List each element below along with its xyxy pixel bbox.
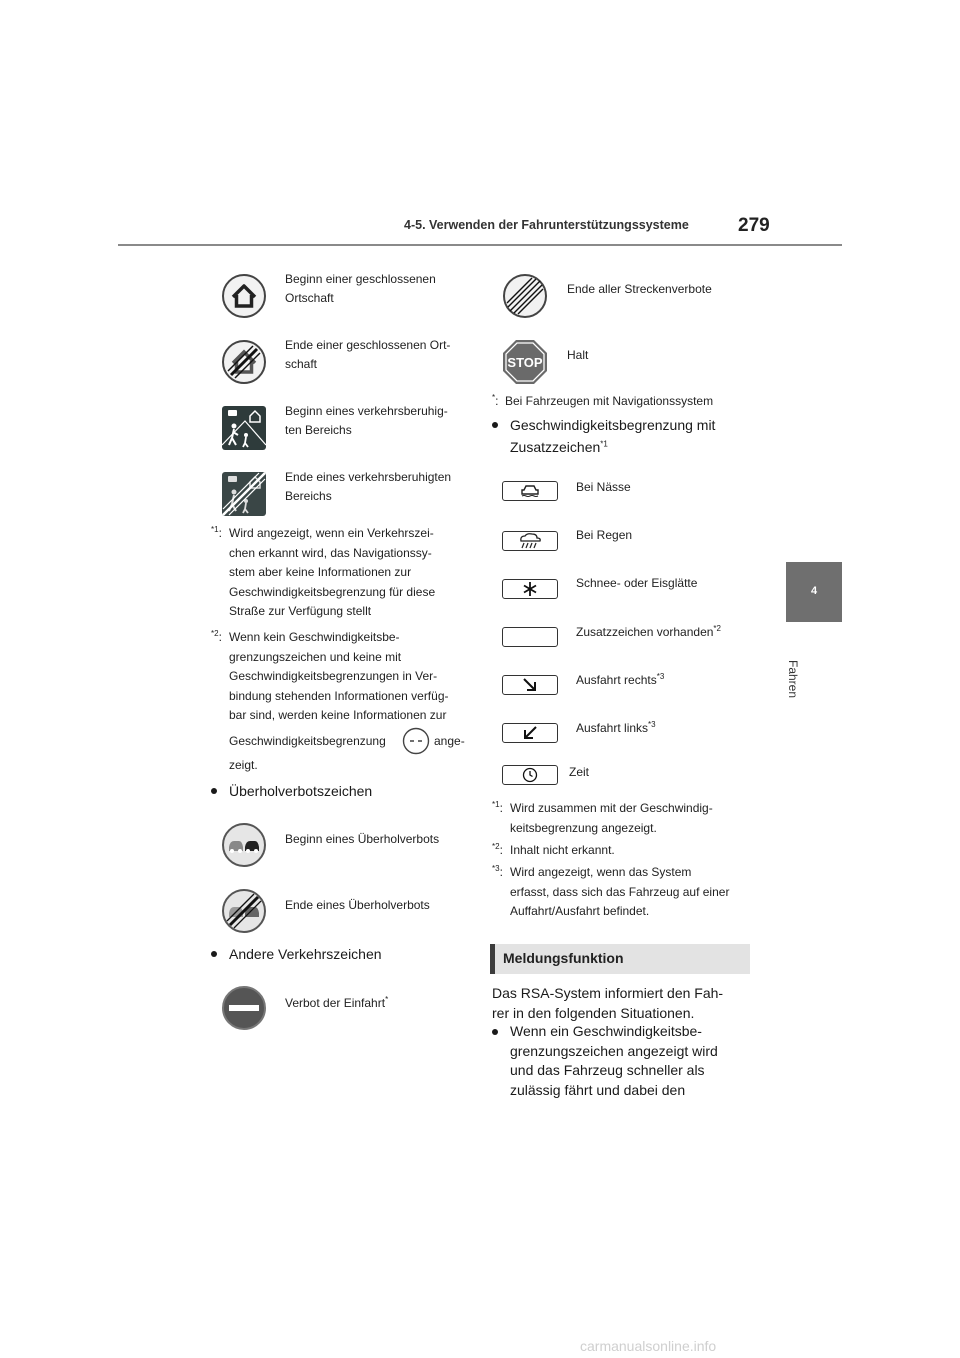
plate-sup: *3 [656, 672, 665, 681]
overtaking-desc-0: Beginn eines Überholverbots [285, 832, 440, 846]
chapter-label-wrap [786, 660, 804, 720]
footnote-text [229, 524, 435, 622]
no-entry-sign-icon [221, 985, 267, 1031]
bullet-text [510, 414, 715, 458]
footnote-text [510, 863, 729, 922]
body-paragraph [492, 983, 762, 1023]
footnote-line: Geschwindigkeitsbegrenzungen in Ver- [229, 669, 438, 683]
footnote-line: zeigt. [229, 757, 258, 772]
rain-cloud-icon [515, 533, 545, 549]
plate-desc-4 [576, 671, 664, 690]
exit-left-arrow-icon [522, 726, 538, 740]
footnote-text-part: ange- [434, 733, 465, 748]
footnote-line: stem aber keine Informationen zur [229, 565, 412, 579]
wet-road-car-icon [519, 483, 541, 499]
bullet-text: Andere Verkehrszeichen [229, 946, 382, 962]
bullet-line: zulässig fährt und dabei den [510, 1081, 686, 1098]
sign-desc-1 [285, 336, 450, 374]
bullet-overtaking [211, 780, 471, 802]
footnote-line: bindung stehenden Informationen verfüg- [229, 688, 449, 703]
bullet-line: Wenn ein Geschwindigkeitsbe- [510, 1023, 702, 1039]
desc-line: Ende einer geschlossenen Ort- [285, 338, 451, 352]
footnote-line: erfasst, dass sich das Fahrzeug auf einer [510, 884, 730, 899]
traffic-calmed-end-sign-icon [221, 471, 267, 517]
sign-desc-2 [285, 402, 448, 440]
plate-label: Zusatzzeichen vorhanden [576, 625, 714, 639]
rain-plate-icon [502, 531, 558, 551]
bullet-line: grenzungszeichen angezeigt wird [510, 1042, 718, 1059]
desc-line: Beginn eines verkehrsberuhig- [285, 404, 448, 418]
speed-limit-unknown-icon [402, 727, 430, 755]
exit-right-arrow-icon [522, 678, 538, 692]
footnote-line-with-icon [229, 726, 465, 756]
footnote-marker-sup: *1 [492, 800, 500, 809]
bullet-speed-limit [492, 414, 762, 458]
plate-desc-6 [569, 763, 589, 782]
plate-desc-0 [576, 478, 631, 497]
footnote-line: Wird angezeigt, wenn das System [510, 865, 692, 879]
overtaking-desc-1: Ende eines Überholverbots [285, 898, 430, 912]
desc-line: Bereichs [285, 489, 332, 503]
desc-line: ten Bereichs [285, 423, 352, 437]
blank-plate-icon [502, 627, 558, 647]
stop-sign-icon [502, 339, 548, 385]
footnote-line: Wird angezeigt, wenn ein Verkehrszei- [229, 526, 434, 540]
paragraph-line: Das RSA-System informiert den Fah- [492, 985, 724, 1001]
footnote-line: keitsbegrenzung angezeigt. [510, 820, 657, 835]
footnote-marker: $^{*3}$: [492, 864, 503, 879]
bullet-sup: *1 [600, 439, 608, 449]
plate-sup: *3 [648, 720, 656, 729]
plate-label: Ausfahrt rechts [576, 673, 657, 687]
other-sign-sup: * [385, 995, 389, 1004]
footnote-text-part: Geschwindigkeitsbegrenzung [229, 733, 386, 748]
clock-icon [522, 767, 538, 783]
paragraph-line: rer in den folgenden Situationen. [492, 1005, 695, 1021]
bullet-dot [492, 1029, 498, 1035]
clock-plate-icon [502, 765, 558, 785]
footnote-marker: $^{*1}$: [211, 525, 222, 540]
footnote-marker: $^{*1}$: [492, 800, 503, 815]
section-heading-bar [490, 944, 750, 974]
snowflake-icon [522, 581, 538, 597]
footnote-line: grenzungszeichen und keine mit [229, 649, 402, 664]
footnote-marker: $^{*2}$: [211, 629, 222, 644]
bullet-dot [492, 422, 498, 428]
footnote-text [510, 799, 713, 838]
plate-label: Zeit [569, 765, 590, 779]
footnote-line: Straße zur Verfügung stellt [229, 604, 372, 618]
desc-line: Ortschaft [285, 291, 334, 305]
footnote-line: bar sind, werden keine Informationen zur [229, 708, 447, 722]
section-heading: Meldungsfunktion [503, 950, 624, 966]
chapter-number: 4 [810, 585, 818, 597]
plate-desc-5 [576, 719, 656, 738]
bullet-line: Geschwindigkeitsbegrenzung mit [510, 417, 716, 433]
town-begin-sign-icon [221, 273, 267, 319]
desc-line: Beginn einer geschlossenen [285, 272, 436, 286]
plate-sup: *2 [713, 624, 721, 633]
plate-desc-1 [576, 526, 632, 545]
desc-line: Ende eines verkehrsberuhigten [285, 470, 452, 484]
snowflake-plate-icon [502, 579, 558, 599]
footnote-line: Auffahrt/Ausfahrt befindet. [510, 904, 650, 918]
footnote-marker: *: [492, 393, 499, 408]
plate-label: Bei Nässe [576, 480, 631, 494]
footnote-marker-sup: *1 [211, 525, 219, 534]
footnote-line: Geschwindigkeitsbegrenzung für diese [229, 584, 436, 599]
footnote-marker: $^{*2}$: [492, 842, 503, 857]
footnote-line: Wenn kein Geschwindigkeitsbe- [229, 630, 400, 644]
footnote-marker-sup: *3 [492, 864, 500, 873]
no-overtaking-end-sign-icon [221, 888, 267, 934]
no-overtaking-begin-sign-icon [221, 822, 267, 868]
plate-label: Ausfahrt links [576, 721, 649, 735]
footnote-marker-sup: *2 [492, 842, 500, 851]
other-sign-desc-0 [285, 994, 388, 1013]
watermark: carmanualsonline.info [580, 1338, 717, 1354]
stop-sign-text: STOP [507, 355, 543, 370]
footnote-text [510, 841, 615, 861]
bullet-line [510, 436, 715, 458]
plate-desc-2 [576, 574, 697, 593]
bullet-line: und das Fahrzeug schneller als [510, 1062, 705, 1078]
right-sign-desc-0: Ende aller Streckenverbote [567, 282, 712, 296]
chapter-label: Fahren [786, 660, 800, 699]
bullet-speeding [492, 1022, 762, 1110]
bullet-text [510, 1022, 718, 1100]
footnote-marker-sup: *2 [211, 629, 219, 638]
traffic-calmed-begin-sign-icon [221, 405, 267, 451]
exit-left-plate-icon [502, 723, 558, 743]
end-all-restrictions-sign-icon [502, 273, 548, 319]
footnote-text: Bei Fahrzeugen mit Navigationssystem [505, 394, 714, 408]
wet-road-plate-icon [502, 481, 558, 501]
bullet-dot [211, 951, 217, 957]
plate-label: Bei Regen [576, 528, 633, 542]
footnote-marker-sup: * [492, 393, 496, 402]
bullet-line-text: Zusatzzeichen [510, 439, 601, 455]
footnote-line: chen erkannt wird, das Navigationssy- [229, 545, 432, 560]
exit-right-plate-icon [502, 675, 558, 695]
sign-desc-3 [285, 468, 451, 506]
footnote-text [229, 628, 465, 775]
header-divider [118, 244, 842, 246]
desc-line: schaft [285, 357, 318, 371]
bullet-other-signs [211, 943, 471, 965]
section-title: 4-5. Verwenden der Fahrunterstützungssysteme [404, 218, 689, 232]
plate-desc-3 [576, 623, 721, 642]
town-end-sign-icon [221, 339, 267, 385]
bullet-text: Überholverbotszeichen [229, 783, 373, 799]
footnote-line: Wird zusammen mit der Geschwindig- [510, 801, 713, 815]
right-sign-desc-1: Halt [567, 348, 589, 362]
page-number: 279 [738, 215, 770, 236]
footnote-line: Inhalt nicht erkannt. [510, 843, 615, 857]
other-sign-label: Verbot der Einfahrt [285, 996, 386, 1010]
sign-desc-0 [285, 270, 436, 308]
bullet-dot [211, 788, 217, 794]
plate-label: Schnee- oder Eisglätte [576, 576, 698, 590]
